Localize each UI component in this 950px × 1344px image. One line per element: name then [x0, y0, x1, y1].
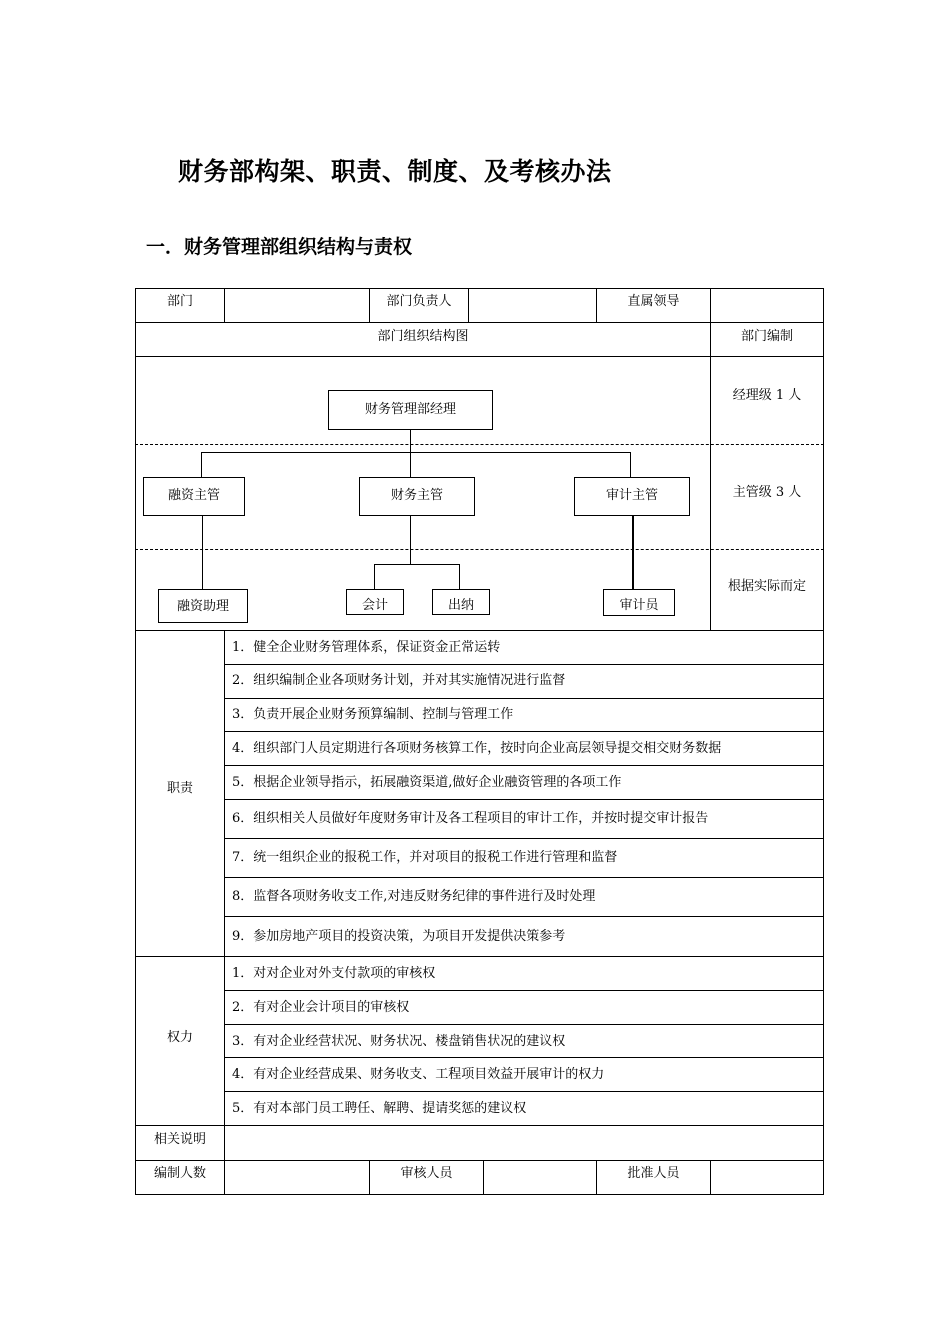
connector: [459, 564, 460, 590]
direct-leader-label: 直属领导: [627, 294, 680, 309]
org-box-label: 审计主管: [605, 488, 658, 503]
power-item: 2．有对企业会计项目的审核权: [232, 1000, 410, 1015]
duty-item: 5．根据企业领导指示，拓展融资渠道,做好企业融资管理的各项工作: [232, 775, 622, 790]
connector: [410, 429, 411, 453]
connector: [632, 515, 634, 590]
org-box-auditor: [603, 589, 675, 616]
duty-item: 6．组织相关人员做好年度财务审计及各工程项目的审计工作，并按时提交审计报告: [232, 811, 709, 826]
dept-head-label: 部门负责人: [386, 294, 452, 309]
level-divider-2: [135, 549, 824, 550]
dept-label: 部门: [166, 294, 193, 309]
org-box-financing-assistant: [158, 589, 248, 623]
connector: [410, 452, 411, 478]
level-manager: 经理级 1 人: [732, 388, 802, 403]
level-divider-1: [135, 444, 824, 445]
org-box-cashier: [432, 589, 490, 615]
connector: [202, 515, 203, 590]
notes-label: 相关说明: [153, 1132, 206, 1147]
document-title: 财务部构架、职责、制度、及考核办法: [178, 157, 612, 186]
power-item: 3．有对企业经营状况、财务状况、楼盘销售状况的建议权: [232, 1034, 566, 1049]
org-box-label: 审计员: [619, 598, 659, 613]
org-box-financing-supervisor: [143, 477, 245, 516]
org-box-manager: [328, 390, 493, 430]
org-box-label: 融资主管: [167, 488, 220, 503]
duty-item: 3．负责开展企业财务预算编制、控制与管理工作: [232, 707, 514, 722]
duty-item: 1．健全企业财务管理体系，保证资金正常运转: [232, 640, 501, 655]
connector: [630, 452, 631, 478]
reviewer-label: 审核人员: [400, 1166, 453, 1181]
power-item: 5．有对本部门员工聘任、解聘、提请奖惩的建议权: [232, 1101, 527, 1116]
org-box-label: 融资助理: [176, 599, 229, 614]
connector: [374, 564, 460, 565]
duties-label: 职责: [166, 781, 193, 796]
org-box-audit-supervisor: [574, 477, 690, 516]
org-box-label: 财务管理部经理: [364, 402, 456, 417]
level-supervisor: 主管级 3 人: [732, 485, 802, 500]
power-item: 4．有对企业经营成果、财务收支、工程项目效益开展审计的权力: [232, 1067, 605, 1082]
org-box-label: 出纳: [447, 598, 474, 613]
org-box-finance-supervisor: [359, 477, 475, 516]
powers-label: 权力: [166, 1030, 193, 1045]
duty-item: 8．监督各项财务收支工作,对违反财务纪律的事件进行及时处理: [232, 889, 596, 904]
duty-item: 4．组织部门人员定期进行各项财务核算工作，按时向企业高层领导提交相交财务数据: [232, 741, 722, 756]
level-staff: 根据实际而定: [727, 579, 806, 594]
staffing-label: 部门编制: [740, 329, 793, 344]
org-chart-label: 部门组织结构图: [377, 329, 469, 344]
duty-item: 7．统一组织企业的报税工作，并对项目的报税工作进行管理和监督: [232, 850, 618, 865]
org-box-accountant: [346, 589, 404, 615]
connector: [410, 515, 411, 565]
section-title: 一．财务管理部组织结构与责权: [146, 236, 413, 258]
connector: [201, 452, 631, 453]
duty-item: 9．参加房地产项目的投资决策，为项目开发提供决策参考: [232, 929, 566, 944]
org-box-label: 会计: [361, 598, 388, 613]
duty-item: 2．组织编制企业各项财务计划，并对其实施情况进行监督: [232, 673, 566, 688]
prepared-count-label: 编制人数: [153, 1166, 206, 1181]
connector: [201, 452, 202, 478]
power-item: 1．对对企业对外支付款项的审核权: [232, 966, 436, 981]
connector: [374, 564, 375, 590]
approver-label: 批准人员: [627, 1166, 680, 1181]
org-box-label: 财务主管: [390, 488, 443, 503]
